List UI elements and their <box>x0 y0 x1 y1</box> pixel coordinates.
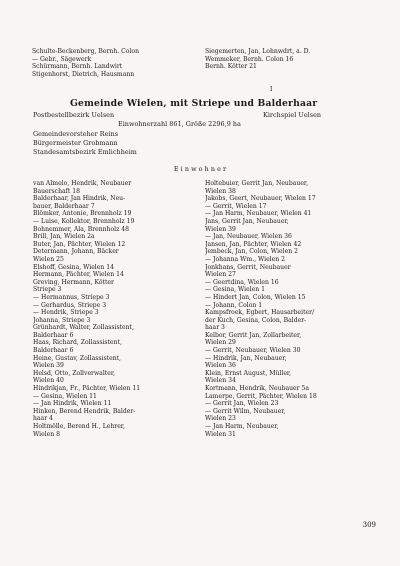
list-item: — Luise, Kollektor, Brennholz 19 <box>33 217 135 225</box>
list-item: Kelbor, Gerrit Jan, Zollarbeiter, <box>205 331 302 339</box>
list-item: — Gerrit, Wielen 17 <box>205 202 267 210</box>
list-item: — Jan Hindrik, Wielen 11 <box>33 400 112 408</box>
list-item: Brill, Jan, Wielen 2a <box>33 233 95 241</box>
list-item: Wielen 29 <box>205 339 236 347</box>
list-item: Wielen 31 <box>205 430 236 438</box>
list-item: Wielen 23 <box>205 415 236 423</box>
list-item: — Hindrik, Jan, Neubauer, <box>205 354 287 362</box>
list-item: — Gerrit Jan, Wielen 23 <box>205 400 279 408</box>
population-area: Einwohnerzahl 861, Größe 2296,9 ha <box>118 120 241 128</box>
list-item: — Gesina, Wielen 1 <box>205 286 266 294</box>
section-mark: I <box>270 86 273 93</box>
list-item: — Gebr., Sägewerk <box>32 55 92 63</box>
list-item: Wielen 36 <box>205 362 236 370</box>
municipality-heading: Gemeinde Wielen, mit Striepe und Balderhaar <box>70 98 318 109</box>
list-item: — Jan, Neubauer, Wielen 36 <box>205 233 292 241</box>
list-item: — Gerrit, Neubauer, Wielen 30 <box>205 347 301 355</box>
list-item: Elshoff, Gesina, Wielen 14 <box>33 263 114 271</box>
list-item: Hindrikjan, Fr., Pächter, Wielen 11 <box>33 385 141 393</box>
list-item: Buter, Jan, Pächter, Wielen 12 <box>33 240 126 248</box>
list-item: Siegemerten, Jan, Lohnwdrt, a. D. <box>205 48 311 55</box>
list-item: — Hindert Jan, Colon, Wielen 15 <box>205 293 306 301</box>
list-item: — Johann, Colon 1 <box>205 301 263 309</box>
residents-left-column <box>33 180 193 438</box>
postal-district: Postbestellbezirk Uelsen <box>33 111 115 119</box>
list-item: Balderhaar 6 <box>33 331 74 339</box>
list-item: Jonkhans, Gerrit, Neubauer <box>205 263 291 271</box>
list-item: Wielen 39 <box>205 225 236 233</box>
list-item: Hinken, Berend Hendrik, Balder- <box>33 407 136 415</box>
list-item: — Jan Harm, Neubauer, <box>205 423 279 430</box>
list-item: Wemmeker, Bernh. Colon 16 <box>205 55 294 63</box>
list-item: Jansen, Jan, Pächter, Wielen 42 <box>205 240 302 248</box>
list-item: Haas, Richard, Zollassistent, <box>33 339 122 347</box>
residents-heading: E i n w o h n e r <box>173 165 227 173</box>
list-item: Schulte-Beckenberg, Bernh. Colon <box>32 48 140 55</box>
list-item: Balderhaar, Jan Hindrik, Neu- <box>33 195 126 203</box>
list-item: bauer, Balderhaar 7 <box>33 202 95 210</box>
mayor: Bürgermeister Grobmann <box>33 139 118 147</box>
list-item: Striepe 3 <box>33 286 62 294</box>
list-item: der Kuch, Gesina, Colon, Balder- <box>205 316 307 324</box>
list-item: Jakobs, Geert, Neubauer, Wielen 17 <box>205 195 316 203</box>
list-item: Helsd, Otto, Zollverwalter, <box>33 369 116 377</box>
list-item: Wielen 34 <box>205 377 236 385</box>
list-item: — Gerrit Wilm, Neubauer, <box>205 407 286 415</box>
list-item: — Jan Harm, Neubauer, Wielen 41 <box>205 210 312 218</box>
list-item: Grünhardt, Walter, Zollassistent, <box>33 324 134 332</box>
list-item: Schürmann, Bernh. Landwirt <box>32 63 123 71</box>
list-item: Kampsfroek, Egbert, Hausarbeiter/ <box>205 309 315 317</box>
list-item: Bernh. Kötter 21 <box>205 63 257 71</box>
list-item: Wielen 39 <box>33 362 64 370</box>
list-item: Wielen 38 <box>205 187 236 195</box>
list-item: Johanna, Striepe 3 <box>33 316 91 324</box>
registry-district: Standesamtsbezirk Emlichheim <box>33 148 137 156</box>
list-item: Holtebuier, Gerrit Jan, Neubauer, <box>205 180 309 187</box>
list-item: Kortmann, Hendrik, Neubauer 5a <box>205 385 310 393</box>
list-item: Wielen 8 <box>33 430 61 438</box>
list-item: — Gerhardus, Striepe 3 <box>33 301 107 309</box>
list-item: Bohnemmer, Ala, Brennholz 48 <box>33 225 130 233</box>
list-item: Heine, Gustav, Zollassistent, <box>33 354 121 362</box>
list-item: haar 3 <box>205 324 225 332</box>
top-right-list <box>205 48 385 71</box>
list-item: Blömker, Antonie, Brennholz 19 <box>33 210 132 218</box>
list-item: Bauerschaft 18 <box>33 187 81 195</box>
list-item: — Johanna Wm., Wielen 2 <box>205 255 285 263</box>
list-item: — Hermannus, Striepe 3 <box>33 293 110 301</box>
residents-right-column <box>205 180 385 438</box>
list-item: Greving, Hermann, Kötter <box>33 278 114 286</box>
mayor-local: Gemeindevorsteher Reins <box>33 130 119 138</box>
parish: Kirchspiel Uelsen <box>263 111 322 119</box>
list-item: Jans, Gerrit Jan, Neubauer, <box>205 217 289 225</box>
list-item: haar 4 <box>33 415 53 423</box>
list-item: van Almelo, Hendrik, Neubauer <box>33 180 132 187</box>
list-item: — Gesina, Wielen 11 <box>33 392 97 400</box>
page-number: 309 <box>362 521 376 529</box>
list-item: Holtmölle, Berend H., Lehrer, <box>33 423 125 430</box>
list-item: Lamerpe, Gerrit, Pächter, Wielen 18 <box>205 392 317 400</box>
list-item: Wielen 27 <box>205 271 236 279</box>
list-item: Wielen 40 <box>33 377 64 385</box>
list-item: Hermann, Pächter, Wielen 14 <box>33 271 124 279</box>
list-item: Determann, Johann, Bäcker <box>33 248 119 256</box>
list-item: Klein, Ernst August, Müller, <box>205 369 292 377</box>
list-item: — Geertdina, Wielen 16 <box>205 278 279 286</box>
list-item: Wielen 25 <box>33 255 64 263</box>
list-item: Balderhaar 6 <box>33 347 74 355</box>
list-item: — Hendrik, Striepe 3 <box>33 309 99 317</box>
top-left-list <box>32 48 192 78</box>
list-item: Jembeck, Jan, Colon, Wielen 2 <box>205 248 298 256</box>
list-item: Stigenhorst, Dietrich, Hausmann <box>32 70 135 78</box>
